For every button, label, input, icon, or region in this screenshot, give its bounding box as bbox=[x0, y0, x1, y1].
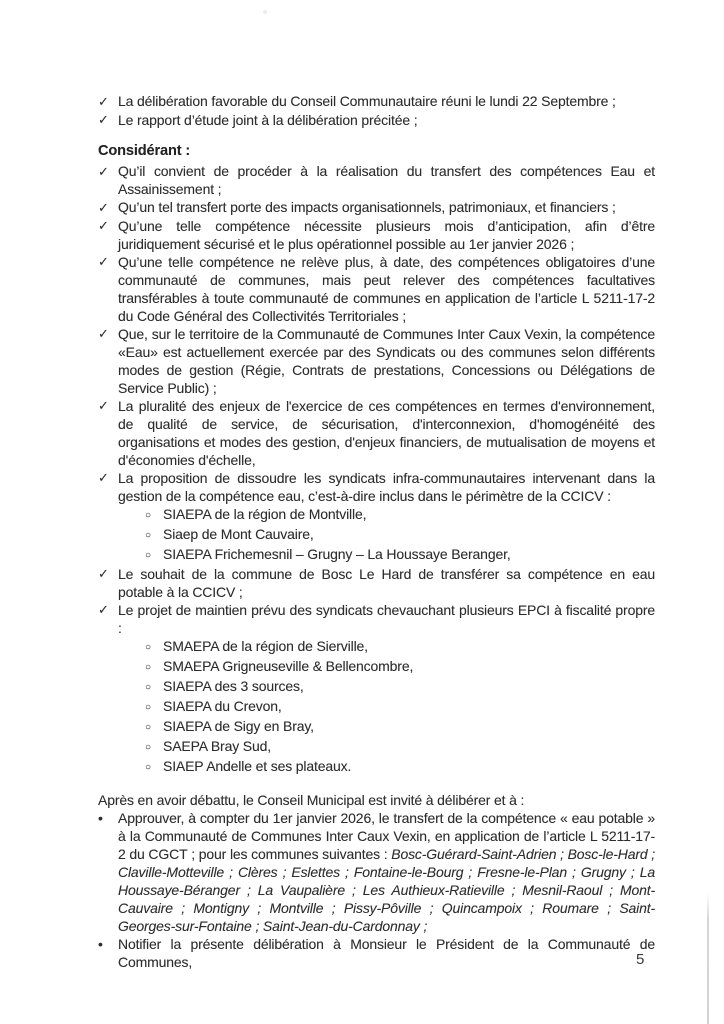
list-item-text: Qu’un tel transfert porte des impacts organisationnels, patrimoniaux, et financiers ; bbox=[118, 199, 616, 215]
considerant-list bbox=[98, 162, 655, 777]
scan-artifact-dot bbox=[263, 10, 267, 14]
list-item-text: Qu’une telle compétence ne relève plus, à date, des compétences obligatoires d’une communauté de communes, mais peut relever des compétences facultatives transférables à toute communauté de communes en application de l’article L 5211-17-2 du Code Général des Collectivités Territoriales ; bbox=[118, 253, 655, 324]
list-item bbox=[145, 545, 655, 565]
circle-icon: ○ bbox=[145, 721, 151, 733]
check-icon: ✓ bbox=[98, 218, 109, 233]
list-item-text: Qu’il convient de procéder à la réalisation du transfert des compétences Eau et Assainissement ; bbox=[118, 163, 655, 197]
list-item bbox=[145, 657, 655, 677]
list-item-text: Le projet de maintien prévu des syndicats chevauchant plusieurs EPCI à fiscalité propre : bbox=[118, 601, 655, 636]
list-item-text: SMAEPA de la région de Sierville, bbox=[163, 637, 368, 654]
list-item bbox=[145, 525, 655, 545]
circle-icon: ○ bbox=[145, 509, 151, 521]
list-item-text: SIAEP Andelle et ses plateaux. bbox=[163, 757, 352, 774]
circle-icon: ○ bbox=[145, 641, 151, 653]
list-item-text: SIAEPA du Crevon, bbox=[163, 697, 282, 714]
circle-icon: ○ bbox=[145, 681, 151, 693]
document-content bbox=[98, 92, 655, 971]
list-item bbox=[145, 737, 655, 757]
list-item bbox=[145, 697, 655, 717]
list-item bbox=[98, 217, 655, 253]
circle-icon: ○ bbox=[145, 741, 151, 753]
list-item bbox=[98, 162, 655, 198]
syndicats-maintenus-list bbox=[145, 637, 655, 777]
deliberation-intro: Après en avoir débattu, le Conseil Municipal est invité à délibérer et à : bbox=[98, 791, 525, 808]
check-icon: ✓ bbox=[98, 470, 109, 485]
scan-artifact-line bbox=[707, 893, 709, 1024]
syndicats-dissous-list bbox=[145, 505, 655, 565]
list-item bbox=[98, 253, 655, 325]
check-icon: ✓ bbox=[98, 602, 109, 617]
intro-list bbox=[98, 92, 655, 129]
communes-list-italic: Bosc-Guérard-Saint-Adrien ; Bosc-le-Hard ; Claville-Motteville ; Clères ; Eslettes ; Fontaine-le-Bourg ; Fresne-le-Plan ; Grugny ; La Houssaye-Béranger ; La Vaupalière ; Les Authieux-Ratieville ; Mesnil-Raoul ; Mont-Cauvaire ; Montigny ; Montville ; Pissy-Pôville ; Quincampoix ; Roumare ; Saint-Georges-sur-Fontaine ; Saint-Jean-du-Cardonnay ; bbox=[118, 845, 656, 934]
check-icon: ✓ bbox=[98, 254, 109, 269]
list-item-text: Qu’une telle compétence nécessite plusieurs mois d’anticipation, afin d’être juridiquement sécurisé et le plus opérationnel possible au 1er janvier 2026 ; bbox=[118, 217, 655, 252]
considerant-heading: Considérant : bbox=[98, 143, 191, 159]
list-item bbox=[145, 757, 655, 777]
check-icon: ✓ bbox=[98, 199, 109, 215]
list-item-text: SIAEPA Frichemesnil – Grugny – La Houssaye Beranger, bbox=[163, 545, 511, 562]
list-item-text bbox=[118, 809, 655, 935]
page-number: 5 bbox=[636, 951, 645, 968]
circle-icon: ○ bbox=[145, 701, 151, 713]
list-item bbox=[98, 397, 655, 469]
circle-icon: ○ bbox=[145, 529, 151, 541]
list-item bbox=[98, 935, 655, 971]
list-item-text: SAEPA Bray Sud, bbox=[163, 737, 271, 754]
list-item bbox=[98, 565, 655, 601]
list-item-text: La proposition de dissoudre les syndicats infra-communautaires intervenant dans la gestion de la compétence eau, c’est-à-dire inclus dans le périmètre de la CCICV : bbox=[118, 469, 655, 504]
list-item-text: SIAEPA des 3 sources, bbox=[163, 677, 304, 694]
check-icon: ✓ bbox=[98, 163, 109, 179]
list-item-text: Siaep de Mont Cauvaire, bbox=[163, 525, 314, 542]
list-item-text: SIAEPA de la région de Montville, bbox=[163, 505, 367, 522]
circle-icon: ○ bbox=[145, 661, 151, 673]
list-item bbox=[145, 717, 655, 737]
check-icon: ✓ bbox=[98, 93, 109, 109]
list-item bbox=[145, 677, 655, 697]
list-item-text: La pluralité des enjeux de l'exercice de ces compétences en termes d'environnement, de qualité de service, de sécurisation, d'interconnexion, d'homogénéité des organisations et modes des gestion, d'enjeux financiers, de mutualisation de moyens et d'économies d'échelle, bbox=[118, 397, 655, 468]
check-icon: ✓ bbox=[98, 112, 109, 127]
check-icon: ✓ bbox=[98, 398, 109, 413]
decisions-list bbox=[98, 809, 655, 971]
list-item bbox=[145, 505, 655, 525]
list-item-text: SIAEPA de Sigy en Bray, bbox=[163, 717, 314, 734]
list-item bbox=[98, 601, 655, 777]
decision-text: Approuver, à compter du 1er janvier 2026, le transfert de la compétence « eau potable » à la Communauté de Communes Inter Caux Vexin, en application de l’article L 5211-17-2 du CGCT ; pour les communes suivantes : bbox=[118, 809, 655, 862]
check-icon: ✓ bbox=[98, 566, 109, 581]
list-item-text: SMAEPA Grigneuseville & Bellencombre, bbox=[163, 657, 414, 674]
list-item-text: Le souhait de la commune de Bosc Le Hard de transférer sa compétence en eau potable à la CCICV ; bbox=[118, 565, 655, 600]
list-item bbox=[98, 809, 655, 935]
circle-icon: ○ bbox=[145, 761, 151, 773]
circle-icon: ○ bbox=[145, 549, 151, 561]
list-item bbox=[98, 325, 655, 397]
bullet-icon: • bbox=[98, 935, 103, 952]
list-item-text: Notifier la présente délibération à Monsieur le Président de la Communauté de Communes, bbox=[118, 935, 655, 970]
check-icon: ✓ bbox=[98, 326, 109, 341]
list-item bbox=[98, 111, 655, 130]
list-item-text: Que, sur le territoire de la Communauté de Communes Inter Caux Vexin, la compétence «Eau» est actuellement exercée par des Syndicats ou des communes selon différents modes de gestion (Régie, Contrats de prestations, Concessions ou Délégations de Service Public) ; bbox=[118, 325, 655, 396]
list-item bbox=[98, 469, 655, 565]
list-item-text: Le rapport d’étude joint à la délibération précitée ; bbox=[118, 111, 418, 128]
list-item-text: La délibération favorable du Conseil Communautaire réuni le lundi 22 Septembre ; bbox=[118, 93, 616, 109]
list-item bbox=[98, 198, 655, 217]
list-item bbox=[98, 92, 655, 111]
list-item bbox=[145, 637, 655, 657]
bullet-icon: • bbox=[98, 809, 103, 826]
